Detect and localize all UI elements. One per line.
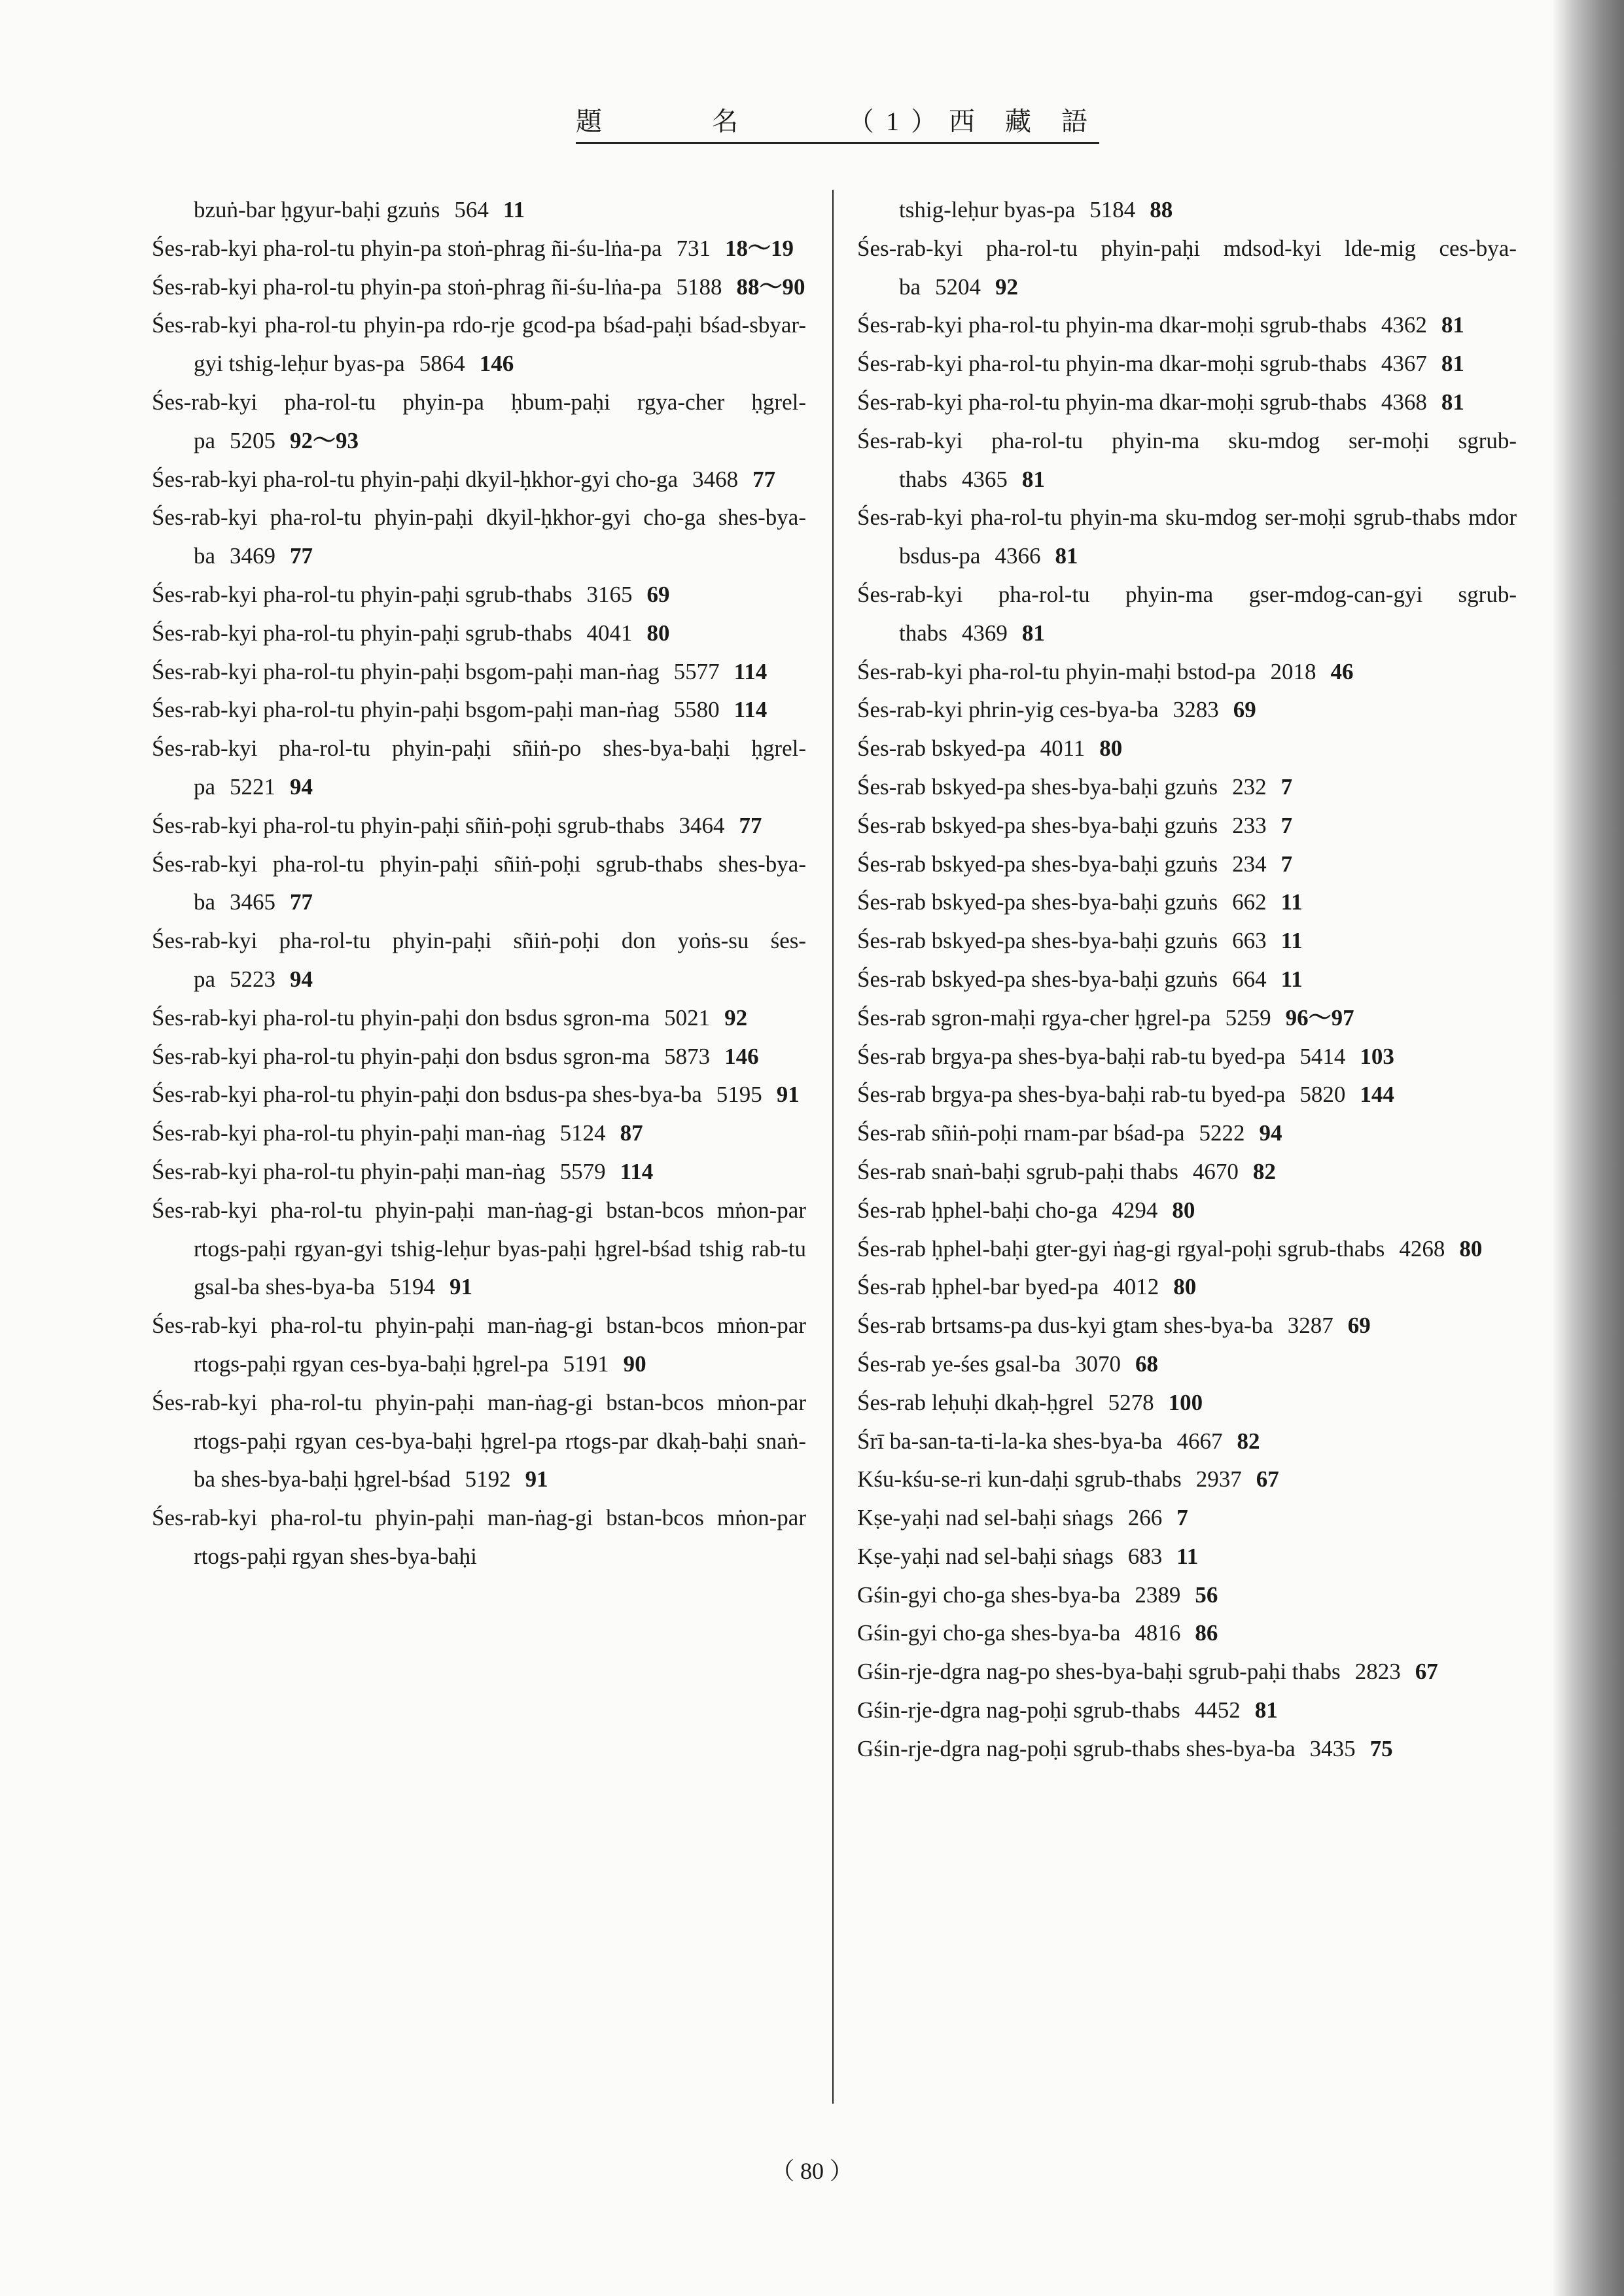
entry-number: 5864 xyxy=(419,351,465,377)
entry-page: 82 xyxy=(1252,1158,1276,1184)
entry-page: 56 xyxy=(1195,1581,1218,1608)
index-entry xyxy=(152,691,806,730)
entry-title: Kśu-kśu-se-ri kun-daḥi sgrub-thabs xyxy=(857,1466,1182,1492)
index-entry xyxy=(857,422,1517,499)
entry-page: 81 xyxy=(1021,466,1045,492)
entry-page: 86 xyxy=(1195,1620,1218,1646)
entry-title: Śes-rab-kyi pha-rol-tu phyin-paḥi man-ṅag-gi bstan-bcos mṅon-par rtogs-paḥi rgyan-gyi tshig-leḥur byas-paḥi ḥgrel-bśad tshig rab-tu gsal-ba shes-bya-ba xyxy=(152,1197,806,1300)
entry-number: 2823 xyxy=(1354,1659,1401,1685)
entry-title: Śes-rab bskyed-pa shes-bya-baḥi gzuṅs xyxy=(857,966,1218,992)
entry-number: 5221 xyxy=(230,773,276,800)
entry-title: Śes-rab-kyi pha-rol-tu phyin-paḥi man-ṅag xyxy=(152,1120,546,1146)
index-entry xyxy=(152,576,806,614)
column-divider xyxy=(832,190,834,2104)
entry-page: 46 xyxy=(1330,658,1354,684)
entry-title: Śes-rab-kyi pha-rol-tu phyin-paḥi dkyil-ḥkhor-gyi cho-ga shes-bya-ba xyxy=(152,504,806,569)
entry-page: 92 xyxy=(995,274,1019,300)
entry-title: Śes-rab-kyi pha-rol-tu phyin-ma sku-mdog ser-moḥi sgrub-thabs xyxy=(857,427,1517,492)
index-entry xyxy=(857,691,1517,730)
index-entry xyxy=(857,1499,1517,1538)
entry-title: Śes-rab-kyi pha-rol-tu phyin-ma gser-mdog-can-gyi sgrub-thabs xyxy=(857,581,1517,646)
index-entry xyxy=(152,1192,806,1307)
entry-page: 7 xyxy=(1176,1505,1188,1531)
entry-page: 80 xyxy=(1099,735,1123,762)
entry-number: 3165 xyxy=(586,581,633,607)
index-entry xyxy=(857,1192,1517,1230)
entry-page: 94 xyxy=(290,773,313,800)
entry-title: Gśin-gyi cho-ga shes-bya-ba xyxy=(857,1620,1121,1646)
entry-page: 94 xyxy=(1259,1120,1282,1146)
index-entry xyxy=(152,230,806,268)
entry-page: 77 xyxy=(739,812,762,838)
entry-title: Śes-rab-kyi pha-rol-tu phyin-paḥi sñiṅ-poḥi sgrub-thabs shes-bya-ba xyxy=(152,851,806,915)
entry-number: 5184 xyxy=(1089,197,1136,222)
entry-title: Gśin-gyi cho-ga shes-bya-ba xyxy=(857,1581,1121,1608)
running-header xyxy=(576,105,1099,144)
entry-page: 91 xyxy=(449,1274,472,1300)
entry-number: 4369 xyxy=(961,620,1008,646)
index-entry xyxy=(857,1538,1517,1576)
entry-number: 4041 xyxy=(586,620,633,646)
entry-title: Śes-rab-kyi pha-rol-tu phyin-pa ḥbum-paḥi rgya-cher ḥgrel-pa xyxy=(152,389,806,453)
entry-page: 7 xyxy=(1280,773,1293,800)
entry-number: 5577 xyxy=(673,658,720,684)
entry-page: 80 xyxy=(646,620,670,646)
index-entry xyxy=(857,345,1517,383)
index-entry xyxy=(857,807,1517,845)
entry-number: 5278 xyxy=(1108,1389,1154,1415)
entry-title: Śes-rab-kyi pha-rol-tu phyin-ma sku-mdog ser-moḥi sgrub-thabs mdor bsdus-pa xyxy=(857,504,1517,569)
entry-page: 77 xyxy=(290,889,313,915)
entry-title: Śes-rab ḥphel-bar byed-pa xyxy=(857,1274,1099,1300)
index-entry xyxy=(857,191,1517,230)
entry-number: 4366 xyxy=(995,543,1041,569)
entry-page: 146 xyxy=(724,1043,759,1069)
entry-title: Śes-rab-kyi pha-rol-tu phyin-paḥi man-ṅag-gi bstan-bcos mṅon-par rtogs-paḥi rgyan ces-bya-baḥi ḥgrel-pa rtogs-par dkaḥ-baḥi snaṅ-ba shes-bya-baḥi ḥgrel-bśad xyxy=(152,1389,806,1492)
entry-number: 4452 xyxy=(1194,1697,1241,1723)
index-entry xyxy=(152,1076,806,1114)
left-column xyxy=(152,191,806,1576)
entry-number: 4012 xyxy=(1113,1274,1159,1300)
entry-number: 4670 xyxy=(1192,1158,1239,1184)
index-entry xyxy=(152,807,806,845)
entry-number: 5223 xyxy=(230,966,276,992)
entry-number: 5205 xyxy=(230,427,276,453)
entry-page: 81 xyxy=(1021,620,1045,646)
entry-page: 77 xyxy=(752,466,776,492)
entry-title: Śes-rab-kyi pha-rol-tu phyin-paḥi sñiṅ-po shes-bya-baḥi ḥgrel-pa xyxy=(152,735,806,800)
entry-number: 731 xyxy=(676,235,711,261)
entry-title: Śes-rab-kyi pha-rol-tu phyin-paḥi bsgom-paḥi man-ṅag xyxy=(152,697,660,723)
entry-page: 81 xyxy=(1441,351,1464,377)
entry-title: Śes-rab-kyi pha-rol-tu phyin-pa rdo-rje gcod-pa bśad-paḥi bśad-sbyar-gyi tshig-leḥur byas-pa xyxy=(152,312,806,377)
entry-page: 91 xyxy=(525,1466,548,1492)
index-entry xyxy=(152,191,806,230)
entry-number: 664 xyxy=(1232,966,1267,992)
index-entry xyxy=(152,730,806,807)
entry-page: 81 xyxy=(1254,1697,1278,1723)
index-entry xyxy=(857,1345,1517,1384)
index-entry xyxy=(152,1384,806,1499)
index-entry xyxy=(152,1307,806,1384)
index-entry xyxy=(857,230,1517,307)
index-entry xyxy=(857,1730,1517,1769)
entry-number: 2937 xyxy=(1195,1466,1242,1492)
index-entry xyxy=(152,1114,806,1153)
entry-number: 5191 xyxy=(563,1351,609,1377)
entry-title: Kṣe-yaḥi nad sel-baḥi sṅags xyxy=(857,1505,1114,1531)
entry-page: 92～93 xyxy=(290,427,359,453)
entry-title: Śes-rab-kyi pha-rol-tu phyin-ma dkar-moḥi sgrub-thabs xyxy=(857,389,1367,415)
index-entry xyxy=(857,576,1517,653)
entry-number: 5192 xyxy=(465,1466,511,1492)
entry-page: 82 xyxy=(1237,1428,1260,1454)
entry-title: Śes-rab sgron-maḥi rgya-cher ḥgrel-pa xyxy=(857,1004,1211,1031)
entry-number: 3469 xyxy=(230,543,276,569)
index-entry xyxy=(152,383,806,461)
entry-title: Śes-rab bskyed-pa shes-bya-baḥi gzuṅs xyxy=(857,851,1218,877)
header-title-2: 名 xyxy=(712,107,750,136)
index-entry xyxy=(857,961,1517,999)
index-entry xyxy=(857,768,1517,807)
index-entry xyxy=(857,1653,1517,1691)
index-entry xyxy=(152,653,806,692)
entry-number: 4268 xyxy=(1399,1235,1445,1262)
index-entry xyxy=(857,1038,1517,1076)
header-title-1: 題 xyxy=(576,107,614,136)
entry-title: Śes-rab-kyi pha-rol-tu phyin-paḥi mdsod-kyi lde-mig ces-bya-ba xyxy=(857,235,1517,300)
entry-title: Śes-rab-kyi pha-rol-tu phyin-maḥi bstod-pa xyxy=(857,658,1256,684)
entry-page: 75 xyxy=(1369,1735,1393,1761)
entry-page: 91 xyxy=(776,1082,800,1108)
entry-title: Śes-rab ḥphel-baḥi gter-gyi ṅag-gi rgyal-poḥi sgrub-thabs xyxy=(857,1235,1385,1262)
entry-title: Śes-rab ye-śes gsal-ba xyxy=(857,1351,1061,1377)
entry-page: 96～97 xyxy=(1285,1004,1354,1031)
entry-number: 4362 xyxy=(1381,312,1427,338)
index-entry xyxy=(857,499,1517,576)
entry-title: Śes-rab-kyi phrin-yig ces-bya-ba xyxy=(857,697,1159,723)
entry-title: Śrī ba-san-ta-ti-la-ka shes-bya-ba xyxy=(857,1428,1163,1454)
entry-number: 234 xyxy=(1232,851,1267,877)
entry-title: Śes-rab snaṅ-baḥi sgrub-paḥi thabs xyxy=(857,1158,1178,1184)
entry-page: 114 xyxy=(733,658,768,684)
entry-title: Śes-rab sñiṅ-poḥi rnam-par bśad-pa xyxy=(857,1120,1185,1146)
entry-number: 3283 xyxy=(1173,697,1219,723)
entry-page: 7 xyxy=(1280,812,1293,838)
entry-page: 11 xyxy=(1280,928,1303,954)
index-entry xyxy=(857,730,1517,768)
entry-title: Gśin-rje-dgra nag-poḥi sgrub-thabs xyxy=(857,1697,1180,1723)
entry-page: 114 xyxy=(733,697,768,723)
entry-number: 5195 xyxy=(716,1082,762,1108)
index-entry xyxy=(152,268,806,307)
index-entry xyxy=(857,1230,1517,1269)
index-entry xyxy=(152,845,806,923)
entry-number: 4294 xyxy=(1112,1197,1158,1223)
entry-page: 68 xyxy=(1135,1351,1159,1377)
index-entry xyxy=(857,1268,1517,1307)
entry-title: Śes-rab-kyi pha-rol-tu phyin-paḥi sgrub-thabs xyxy=(152,581,573,607)
entry-title: Śes-rab-kyi pha-rol-tu phyin-paḥi sñiṅ-poḥi sgrub-thabs xyxy=(152,812,665,838)
index-entry xyxy=(857,383,1517,422)
index-entry xyxy=(857,1114,1517,1153)
entry-number: 3465 xyxy=(230,889,276,915)
entry-number: 3435 xyxy=(1309,1735,1356,1761)
entry-number: 5188 xyxy=(676,274,722,300)
entry-title: Śes-rab-kyi pha-rol-tu phyin-paḥi don bsdus-pa shes-bya-ba xyxy=(152,1082,702,1108)
index-entry xyxy=(857,1422,1517,1461)
entry-title: Śes-rab-kyi pha-rol-tu phyin-ma dkar-moḥi sgrub-thabs xyxy=(857,312,1367,338)
entry-title: Gśin-rje-dgra nag-poḥi sgrub-thabs shes-bya-ba xyxy=(857,1735,1296,1761)
entry-page: 81 xyxy=(1055,543,1078,569)
entry-page: 146 xyxy=(479,351,514,377)
entry-number: 5222 xyxy=(1199,1120,1245,1146)
entry-page: 114 xyxy=(620,1158,654,1184)
entry-title: Śes-rab bskyed-pa shes-bya-baḥi gzuṅs xyxy=(857,889,1218,915)
entry-page: 77 xyxy=(290,543,313,569)
entry-title: Śes-rab-kyi pha-rol-tu phyin-paḥi sgrub-thabs xyxy=(152,620,573,646)
entry-page: 94 xyxy=(290,966,313,992)
entry-number: 5204 xyxy=(935,274,981,300)
entry-page: 11 xyxy=(1280,889,1303,915)
entry-number: 5580 xyxy=(673,697,720,723)
index-entry xyxy=(857,1153,1517,1192)
index-entry xyxy=(152,306,806,383)
page-number: （ 80 ） xyxy=(770,2158,853,2184)
index-entry xyxy=(857,922,1517,961)
entry-page: 90 xyxy=(623,1351,646,1377)
entry-page: 80 xyxy=(1172,1197,1195,1223)
entry-page: 11 xyxy=(1280,966,1303,992)
index-entry xyxy=(857,1384,1517,1422)
entry-number: 4667 xyxy=(1176,1428,1223,1454)
entry-title: bzuṅ-bar ḥgyur-baḥi gzuṅs xyxy=(194,197,440,222)
entry-page: 81 xyxy=(1441,312,1464,338)
entry-number: 232 xyxy=(1232,773,1267,800)
entry-number: 4365 xyxy=(961,466,1008,492)
entry-page: 11 xyxy=(1176,1543,1199,1569)
entry-number: 5124 xyxy=(559,1120,606,1146)
entry-number: 5873 xyxy=(664,1043,711,1069)
entry-page: 100 xyxy=(1168,1389,1203,1415)
entry-number: 5194 xyxy=(389,1274,435,1300)
index-entry xyxy=(857,999,1517,1038)
entry-title: Śes-rab-kyi pha-rol-tu phyin-paḥi man-ṅag-gi bstan-bcos mṅon-par rtogs-paḥi rgyan shes-bya-baḥi xyxy=(152,1505,806,1569)
entry-title: Śes-rab-kyi pha-rol-tu phyin-paḥi dkyil-ḥkhor-gyi cho-ga xyxy=(152,466,679,492)
entry-number: 4011 xyxy=(1040,735,1086,762)
index-entry xyxy=(152,1153,806,1192)
entry-title: Śes-rab-kyi pha-rol-tu phyin-pa stoṅ-phrag ñi-śu-lṅa-pa xyxy=(152,274,662,300)
entry-title: tshig-leḥur byas-pa xyxy=(899,197,1076,222)
entry-number: 683 xyxy=(1127,1543,1163,1569)
entry-title: Śes-rab-kyi pha-rol-tu phyin-paḥi don bsdus sgron-ma xyxy=(152,1043,650,1069)
entry-page: 7 xyxy=(1280,851,1293,877)
entry-title: Kṣe-yaḥi nad sel-baḥi sṅags xyxy=(857,1543,1114,1569)
entry-page: 67 xyxy=(1415,1659,1438,1685)
index-entry xyxy=(857,1460,1517,1499)
entry-title: Śes-rab bskyed-pa shes-bya-baḥi gzuṅs xyxy=(857,773,1218,800)
entry-number: 4368 xyxy=(1381,389,1427,415)
entry-page: 87 xyxy=(620,1120,643,1146)
entry-page: 69 xyxy=(646,581,670,607)
index-entry xyxy=(152,614,806,653)
entry-number: 662 xyxy=(1232,889,1267,915)
entry-number: 5579 xyxy=(559,1158,606,1184)
header-section: （1）西 藏 語 xyxy=(848,107,1099,136)
entry-title: Śes-rab-kyi pha-rol-tu phyin-paḥi don bsdus sgron-ma xyxy=(152,1004,650,1031)
entry-number: 3464 xyxy=(679,812,725,838)
entry-number: 5259 xyxy=(1225,1004,1271,1031)
index-entry xyxy=(857,1576,1517,1615)
entry-page: 67 xyxy=(1256,1466,1279,1492)
entry-title: Śes-rab-kyi pha-rol-tu phyin-ma dkar-moḥi sgrub-thabs xyxy=(857,351,1367,377)
entry-page: 88 xyxy=(1150,197,1173,222)
entry-number: 3468 xyxy=(692,466,739,492)
index-entry xyxy=(152,1038,806,1076)
entry-number: 4367 xyxy=(1381,351,1427,377)
entry-number: 4816 xyxy=(1135,1620,1181,1646)
entry-title: Śes-rab-kyi pha-rol-tu phyin-paḥi sñiṅ-poḥi don yoṅs-su śes-pa xyxy=(152,928,806,992)
right-column xyxy=(857,191,1517,1769)
index-entry xyxy=(857,1691,1517,1730)
index-entry xyxy=(857,1307,1517,1345)
entry-number: 3287 xyxy=(1287,1313,1333,1339)
entry-page: 69 xyxy=(1347,1313,1371,1339)
entry-title: Śes-rab leḥuḥi dkaḥ-ḥgrel xyxy=(857,1389,1094,1415)
index-entry xyxy=(857,1614,1517,1653)
index-entry xyxy=(152,1499,806,1576)
entry-page: 80 xyxy=(1173,1274,1197,1300)
entry-number: 5820 xyxy=(1299,1082,1346,1108)
entry-page: 103 xyxy=(1360,1043,1394,1069)
entry-page: 88～90 xyxy=(736,274,805,300)
entry-number: 2389 xyxy=(1135,1581,1181,1608)
entry-title: Śes-rab-kyi pha-rol-tu phyin-paḥi man-ṅag xyxy=(152,1158,546,1184)
entry-page: 18～19 xyxy=(725,235,794,261)
entry-number: 266 xyxy=(1127,1505,1163,1531)
entry-title: Śes-rab ḥphel-baḥi cho-ga xyxy=(857,1197,1098,1223)
index-entry xyxy=(857,653,1517,692)
entry-number: 5414 xyxy=(1299,1043,1346,1069)
entry-title: Śes-rab brgya-pa shes-bya-baḥi rab-tu byed-pa xyxy=(857,1043,1286,1069)
entry-title: Śes-rab brtsams-pa dus-kyi gtam shes-bya-ba xyxy=(857,1313,1273,1339)
scan-edge-shadow xyxy=(1552,0,1624,2296)
entry-title: Śes-rab bskyed-pa xyxy=(857,735,1026,762)
entry-number: 564 xyxy=(454,197,489,222)
index-entry xyxy=(152,922,806,999)
entry-title: Śes-rab bskyed-pa shes-bya-baḥi gzuṅs xyxy=(857,928,1218,954)
index-entry xyxy=(857,1076,1517,1114)
entry-title: Śes-rab-kyi pha-rol-tu phyin-paḥi man-ṅag-gi bstan-bcos mṅon-par rtogs-paḥi rgyan ces-bya-baḥi ḥgrel-pa xyxy=(152,1313,806,1377)
entry-title: Gśin-rje-dgra nag-po shes-bya-baḥi sgrub-paḥi thabs xyxy=(857,1659,1341,1685)
entry-page: 11 xyxy=(503,197,525,222)
index-entry xyxy=(152,999,806,1038)
entry-number: 5021 xyxy=(664,1004,711,1031)
entry-number: 233 xyxy=(1232,812,1267,838)
entry-title: Śes-rab-kyi pha-rol-tu phyin-paḥi bsgom-paḥi man-ṅag xyxy=(152,658,660,684)
entry-number: 2018 xyxy=(1270,658,1316,684)
index-entry xyxy=(857,845,1517,884)
entry-title: Śes-rab-kyi pha-rol-tu phyin-pa stoṅ-phrag ñi-śu-lṅa-pa xyxy=(152,235,662,261)
entry-page: 81 xyxy=(1441,389,1464,415)
entry-title: Śes-rab brgya-pa shes-bya-baḥi rab-tu byed-pa xyxy=(857,1082,1286,1108)
entry-page: 80 xyxy=(1459,1235,1483,1262)
entry-page: 69 xyxy=(1233,697,1256,723)
entry-page: 92 xyxy=(724,1004,748,1031)
entry-page: 144 xyxy=(1360,1082,1394,1108)
entry-number: 3070 xyxy=(1075,1351,1121,1377)
index-entry xyxy=(152,461,806,499)
index-entry xyxy=(857,306,1517,345)
entry-number: 663 xyxy=(1232,928,1267,954)
index-entry xyxy=(857,883,1517,922)
index-entry xyxy=(152,499,806,576)
entry-title: Śes-rab bskyed-pa shes-bya-baḥi gzuṅs xyxy=(857,812,1218,838)
